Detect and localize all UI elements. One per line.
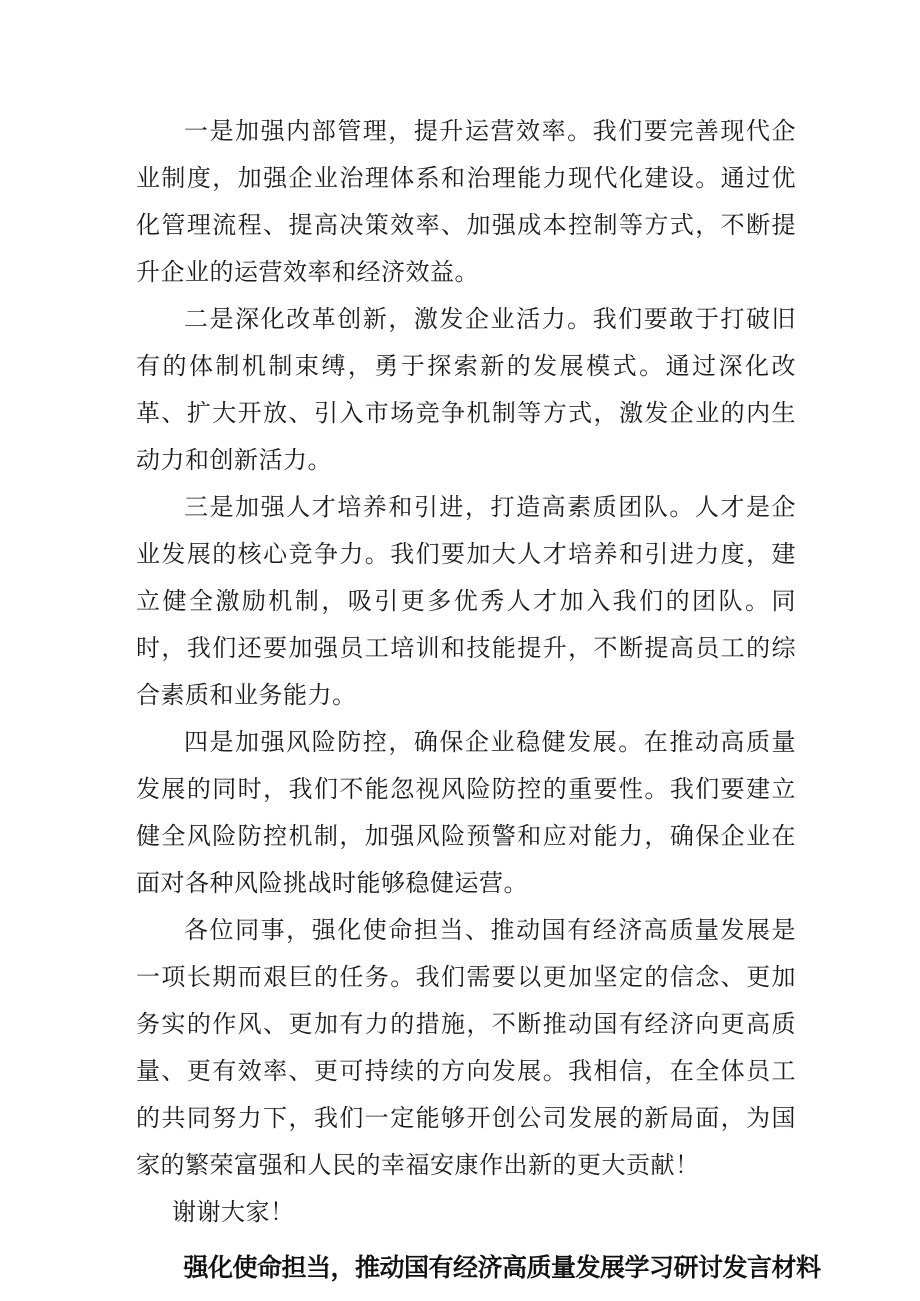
paragraph-reform: 二是深化改革创新，激发企业活力。我们要敢于打破旧有的体制机制束缚，勇于探索新的发展模式。通过深化改革、扩大开放、引入市场竞争机制等方式，激发企业的内生动力和创新活力。 — [136, 305, 796, 474]
paragraph-conclusion: 各位同事，强化使命担当、推动国有经济高质量发展是一项长期而艰巨的任务。我们需要以更加坚定的信念、更加务实的作风、更加有力的措施，不断推动国有经济向更高质量、更有效率、更可持续的方向发展。我相信，在全体员工的共同努力下，我们一定能够开创公司发展的新局面，为国家的繁荣富强和人民的幸福安康作出新的更大贡献！ — [136, 916, 796, 1179]
closing-thanks: 谢谢大家！ — [172, 1198, 295, 1226]
paragraph-management: 一是加强内部管理，提升运营效率。我们要完善现代企业制度，加强企业治理体系和治理能力现代化建设。通过优化管理流程、提高决策效率、加强成本控制等方式，不断提升企业的运营效率和经济效益。 — [136, 117, 796, 286]
paragraph-risk: 四是加强风险防控，确保企业稳健发展。在推动高质量发展的同时，我们不能忽视风险防控的重要性。我们要建立健全风险防控机制，加强风险预警和应对能力，确保企业在面对各种风险挑战时能够稳健运营。 — [136, 728, 796, 897]
next-section-title: 强化使命担当，推动国有经济高质量发展学习研讨发言材料 — [183, 1253, 821, 1282]
document-page — [136, 108, 821, 1288]
paragraph-talent: 三是加强人才培养和引进，打造高素质团队。人才是企业发展的核心竞争力。我们要加大人才培养和引进力度，建立健全激励机制，吸引更多优秀人才加入我们的团队。同时，我们还要加强员工培训和技能提升，不断提高员工的综合素质和业务能力。 — [136, 493, 796, 709]
